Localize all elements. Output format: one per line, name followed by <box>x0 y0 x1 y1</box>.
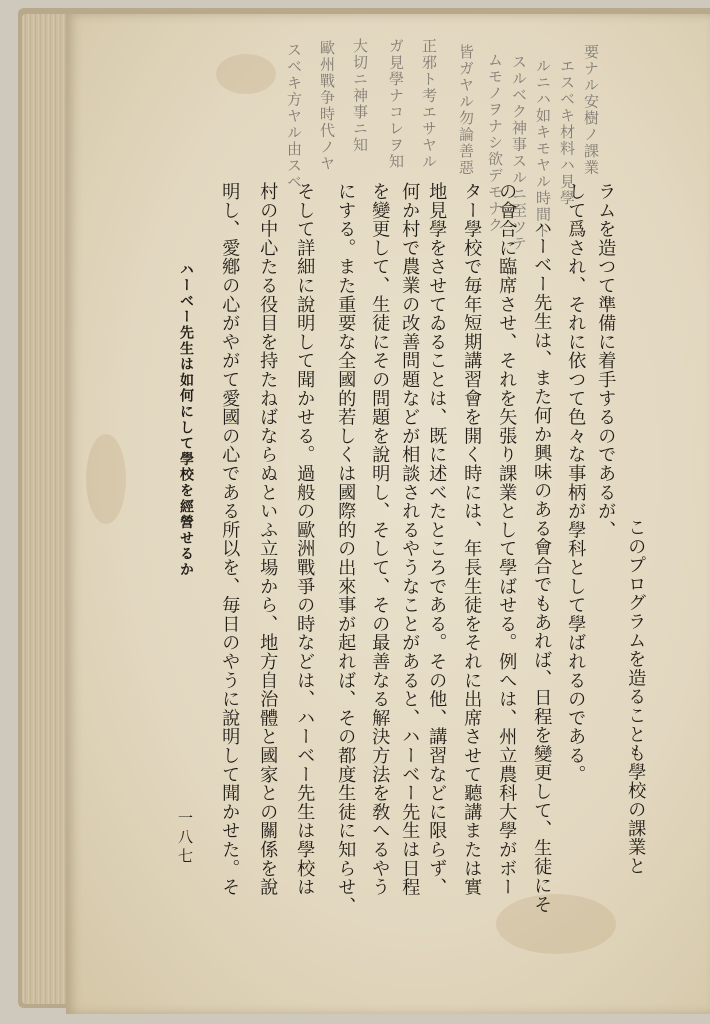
handwritten-note: スルベク神事スルニ至ツテ <box>510 54 528 252</box>
handwritten-note: スベキ方ヤル由スベ <box>285 42 303 191</box>
text-column: の會合に臨席させ、それを矢張り課業として學ばせる。例へは、州立農科大學がボー <box>496 182 518 897</box>
handwritten-note: ムモノヲナシ欲デモナク <box>486 52 504 234</box>
handwritten-note: 皆ガヤル勿論善惡 <box>457 44 475 176</box>
handwritten-note: エスベキ材料ハ見學 <box>558 58 576 207</box>
page-number: 一八七 <box>176 810 194 867</box>
text-column: このプログラムを造ることも學校の課業と <box>625 518 647 876</box>
handwritten-note: ルニハ如キモヤル時間ト <box>534 58 552 240</box>
text-column: 何か村で農業の改善問題などが相談されるやうなことがあると、ハーベー先生は日程 <box>399 182 421 897</box>
text-column: 明し、愛鄕の心がやがて愛國の心である所以を、毎日のやうに說明して聞かせた。そ <box>219 182 241 897</box>
handwritten-note: 歐州戰争時代ノヤ <box>318 40 336 172</box>
handwritten-note: 大切ニ神事ニ知 <box>351 38 369 154</box>
paper-stain <box>86 434 126 524</box>
text-column: して爲され、それに依つて色々な事柄が學科として學ばれるのである。 <box>565 182 587 784</box>
running-header: ハーベー先生は如何にして學校を經營せるか <box>178 262 194 578</box>
paper-stain <box>216 54 276 94</box>
handwritten-note: ガ見學ナコレヲ知 <box>387 38 405 170</box>
text-column: ハーベー先生は、また何か興味のある會合でもあれば、日程を變更して、生徒にそ <box>531 218 553 914</box>
text-column: 地見學をさせてゐることは、既に述べたところである。その他、講習などに限らず、 <box>426 182 448 897</box>
text-column: 村の中心たる役目を持たねばならぬといふ立場から、地方自治體と國家との關係を說 <box>257 182 279 897</box>
text-column: ラムを造つて準備に着手するのであるが、 <box>595 182 617 540</box>
handwritten-note: 要ナル安樹ノ課業 <box>582 44 600 176</box>
paper-stain <box>496 894 616 954</box>
text-column: を變更して、生徒にその問題を說明し、そして、その最善なる解決方法を敎へるやう <box>369 182 391 897</box>
handwritten-note: 正邪ト考エサヤル <box>420 38 438 170</box>
text-column: ター學校で毎年短期講習會を開く時には、年長生徒をそれに出席させて聽講または實 <box>461 182 483 897</box>
text-column: にする。また重要な全國的若しくは國際的の出來事が起れば、その都度生徒に知らせ、 <box>335 182 357 916</box>
text-column: そして詳細に說明して聞かせる。過般の歐洲戰爭の時などは、ハーベー先生は學校は <box>294 182 316 897</box>
